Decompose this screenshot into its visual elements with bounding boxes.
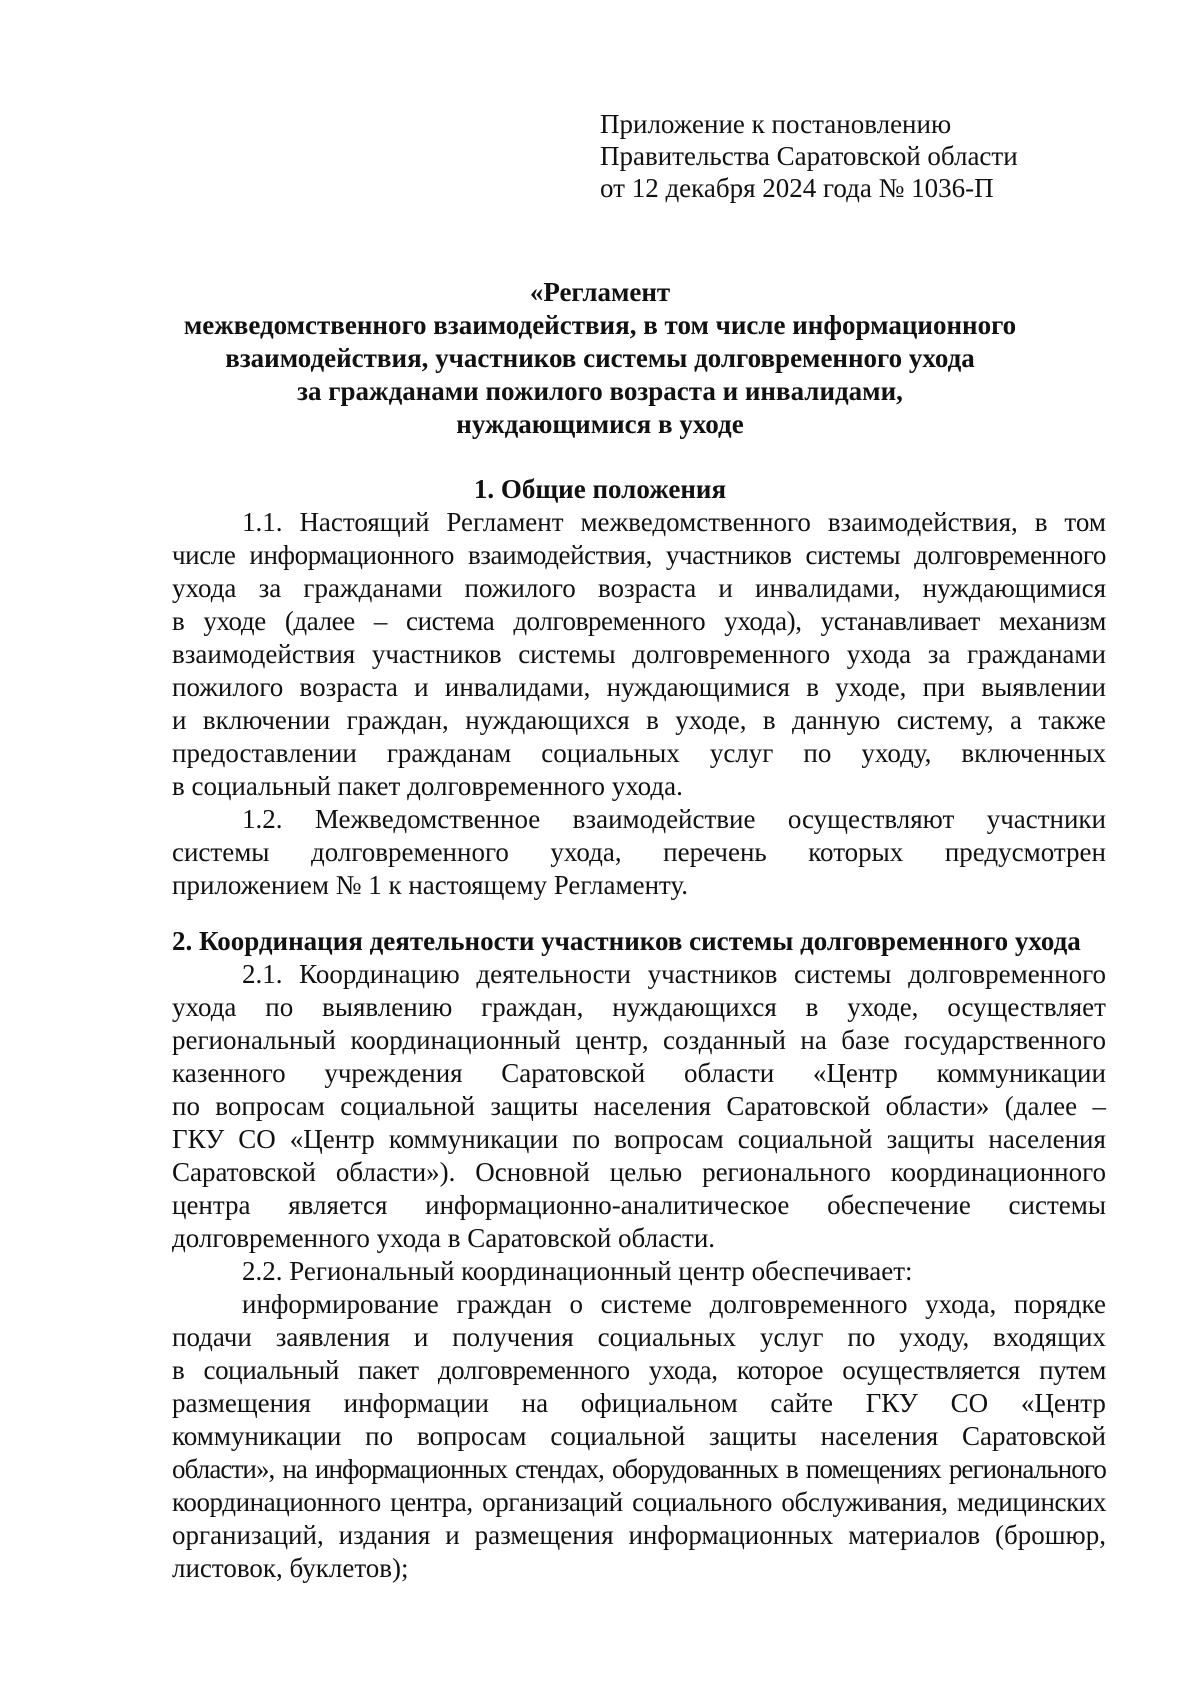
paragraph-1-2 [172,803,1106,902]
title-line: «Регламент [529,277,671,307]
text-line: ухода по выявлению граждан, нуждающихся в уходе, осуществляет [172,992,1106,1022]
text-line: 2.2. Региональный координационный центр обеспечивает: [242,1256,913,1286]
regulation-title [120,276,1080,441]
text-line: подачи заявления и получения социальных услуг по уходу, входящих [172,1322,1106,1352]
text-line: в социальный пакет долговременного ухода, которое осуществляется путем [172,1355,1106,1385]
section-2-body [172,958,1106,1585]
text-line: 1.1. Настоящий Регламент межведомственного взаимодействия, в том [242,507,1106,537]
section-1-body [172,506,1106,902]
title-line: межведомственного взаимодействия, в том числе информационного [183,310,1017,340]
text-line: информирование граждан о системе долговременного ухода, порядке [242,1289,1106,1319]
text-line: числе информационного взаимодействия, участников системы долговременного [172,540,1106,570]
appendix-header [600,108,1160,204]
section-1-heading: 1. Общие положения [473,474,727,504]
text-line: казенного учреждения Саратовской области «Центр коммуникации [172,1058,1106,1088]
text-line: 1.2. Межведомственное взаимодействие осуществляют участники [242,804,1106,834]
text-line: листовок, буклетов); [172,1553,409,1583]
paragraph-2-2-item [172,1288,1106,1585]
text-line: региональный координационный центр, созданный на базе государственного [172,1025,1106,1055]
appendix-line: Правительства Саратовской области [600,141,1018,171]
text-line: центра является информационно-аналитическое обеспечение системы [172,1190,1106,1220]
paragraph-1-1 [172,506,1106,803]
title-line: за гражданами пожилого возраста и инвалидами, [297,376,903,406]
text-line: 2.1. Координацию деятельности участников системы долговременного [242,959,1106,989]
text-line: долговременного ухода в Саратовской области. [172,1223,716,1253]
text-line: предоставлении гражданам социальных услуг по уходу, включенных [172,738,1106,768]
text-line: организаций, издания и размещения информационных материалов (брошюр, [172,1520,1106,1550]
appendix-line: от 12 декабря 2024 года № 1036-П [600,173,994,203]
text-line: взаимодействия участников системы долговременного ухода за гражданами [172,639,1106,669]
text-line: по вопросам социальной защиты населения Саратовской области» (далее – [172,1091,1106,1121]
text-line: в уходе (далее – система долговременного ухода), устанавливает механизм [172,606,1106,636]
text-line: коммуникации по вопросам социальной защиты населения Саратовской [172,1421,1106,1451]
section-2-heading: 2. Координация деятельности участников системы долговременного ухода [172,926,1081,956]
text-line: приложением № 1 к настоящему Регламенту. [172,870,689,900]
title-line: нуждающимися в уходе [456,409,744,439]
title-line: взаимодействия, участников системы долговременного ухода [225,343,975,373]
text-line: в социальный пакет долговременного ухода. [172,771,683,801]
text-line: Саратовской области»). Основной целью регионального координационного [172,1157,1106,1187]
text-line: области», на информационных стендах, оборудованных в помещениях регионального [172,1454,1106,1484]
paragraph-2-1 [172,958,1106,1255]
text-line: ГКУ СО «Центр коммуникации по вопросам социальной защиты населения [172,1124,1106,1154]
paragraph-2-2 [172,1255,1106,1288]
text-line: ухода за гражданами пожилого возраста и инвалидами, нуждающимися [172,573,1106,603]
text-line: размещения информации на официальном сайте ГКУ СО «Центр [172,1388,1106,1418]
text-line: и включении граждан, нуждающихся в уходе, в данную систему, а также [172,705,1106,735]
text-line: координационного центра, организаций социального обслуживания, медицинских [172,1487,1106,1517]
appendix-line: Приложение к постановлению [600,109,952,139]
text-line: системы долговременного ухода, перечень которых предусмотрен [172,837,1106,867]
text-line: пожилого возраста и инвалидами, нуждающимися в уходе, при выявлении [172,672,1106,702]
